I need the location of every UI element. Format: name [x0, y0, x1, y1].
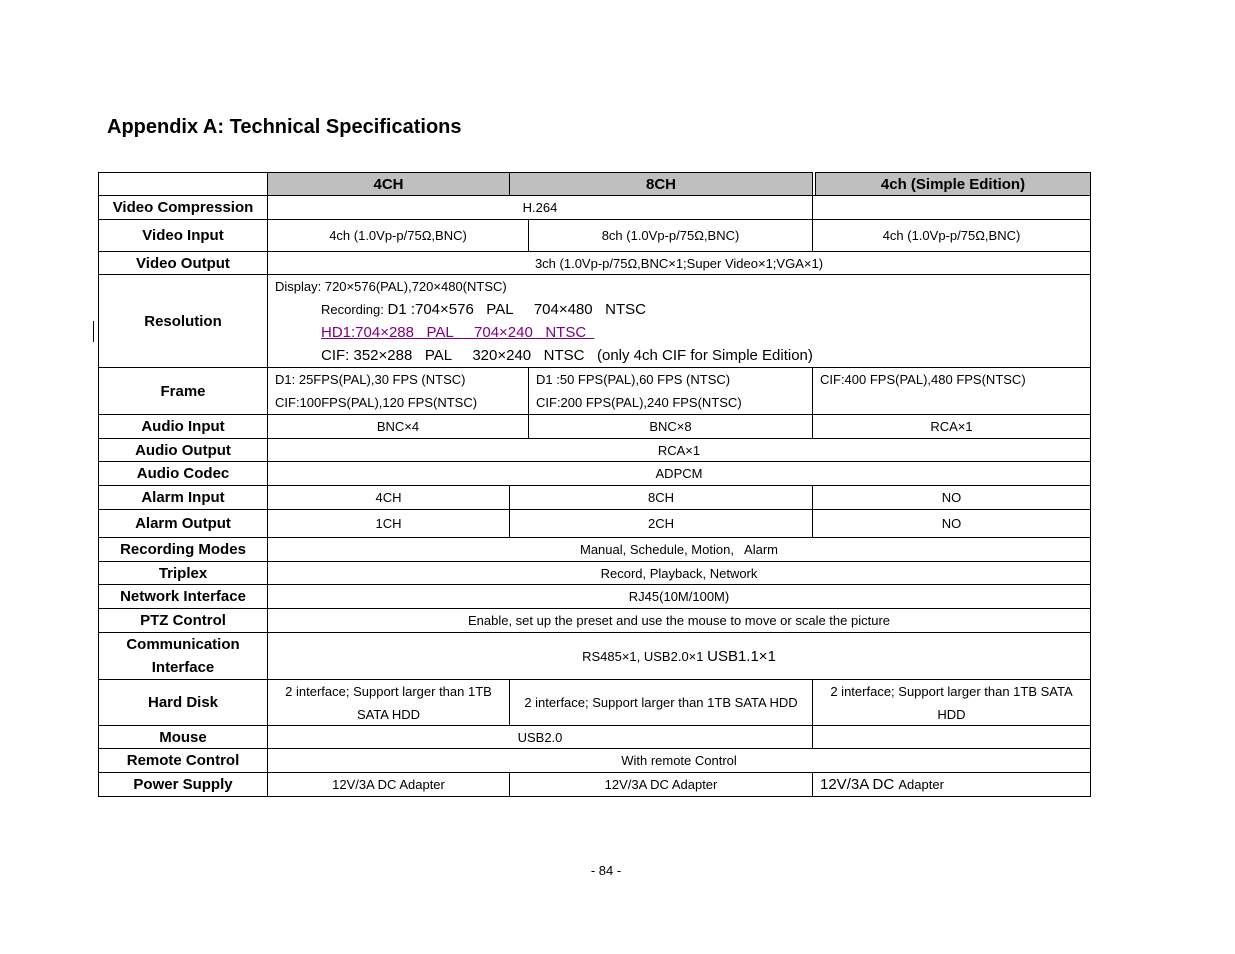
row-label-triplex: Triplex: [98, 561, 268, 585]
triplex-value: Record, Playback, Network: [267, 561, 1091, 585]
row-label-audio-input: Audio Input: [98, 414, 268, 439]
video-input-simple: 4ch (1.0Vp-p/75Ω,BNC): [812, 219, 1091, 252]
frame-8ch-cif: CIF:200 FPS(PAL),240 FPS(NTSC): [536, 395, 742, 410]
row-label-hard-disk: Hard Disk: [98, 679, 268, 726]
row-label-recording-modes: Recording Modes: [98, 537, 268, 562]
communication-label-line2: Interface: [151, 659, 215, 676]
resolution-value: [267, 274, 1091, 368]
header-blank-cell: [98, 172, 268, 196]
video-compression-simple-value: [812, 195, 1091, 220]
row-label-network-interface: Network Interface: [98, 584, 268, 609]
frame-4ch: [267, 367, 529, 415]
row-label-remote-control: Remote Control: [98, 748, 268, 773]
row-label-alarm-input: Alarm Input: [98, 485, 268, 510]
row-label-mouse: Mouse: [98, 725, 268, 749]
header-4ch-simple: 4ch (Simple Edition): [815, 172, 1091, 196]
row-label-power-supply: Power Supply: [98, 772, 268, 797]
power-supply-simple-adapter: Adapter: [898, 777, 944, 792]
hard-disk-4ch-line2: SATA HDD: [356, 706, 421, 722]
header-4ch: 4CH: [267, 172, 510, 196]
row-label-video-input: Video Input: [98, 219, 268, 252]
hard-disk-8ch: 2 interface; Support larger than 1TB SATA HDD: [509, 679, 813, 726]
mouse-simple-value: [812, 725, 1091, 749]
mouse-value: USB2.0: [267, 725, 813, 749]
alarm-output-8ch: 2CH: [509, 509, 813, 538]
hard-disk-simple: [812, 679, 1091, 726]
row-label-resolution: Resolution: [98, 274, 268, 368]
row-label-alarm-output: Alarm Output: [98, 509, 268, 538]
ptz-control-value: Enable, set up the preset and use the mouse to move or scale the picture: [267, 608, 1091, 633]
row-label-audio-output: Audio Output: [98, 438, 268, 462]
resolution-recording-prefix: Recording:: [321, 302, 388, 317]
row-label-audio-codec: Audio Codec: [98, 461, 268, 486]
communication-rs485-usb2: RS485×1, USB2.0×1: [582, 648, 708, 664]
row-label-communication-interface: [98, 632, 268, 680]
resolution-hd1: HD1:704×288 PAL 704×240 NTSC: [321, 324, 595, 341]
hard-disk-4ch-line1: 2 interface; Support larger than 1TB: [285, 683, 492, 699]
frame-4ch-d1: D1: 25FPS(PAL),30 FPS (NTSC): [275, 372, 466, 387]
power-supply-simple-main: 12V/3A DC: [820, 776, 899, 793]
hard-disk-simple-line2: HDD: [937, 706, 966, 722]
alarm-input-8ch: 8CH: [509, 485, 813, 510]
row-label-video-compression: Video Compression: [98, 195, 268, 220]
frame-simple: CIF:400 FPS(PAL),480 FPS(NTSC): [812, 367, 1091, 415]
video-input-4ch: 4ch (1.0Vp-p/75Ω,BNC): [267, 219, 529, 252]
header-8ch: 8CH: [509, 172, 813, 196]
alarm-output-4ch: 1CH: [267, 509, 510, 538]
alarm-input-simple: NO: [812, 485, 1091, 510]
resolution-cif: CIF: 352×288 PAL 320×240 NTSC (only 4ch CIF for Simple Edition): [321, 347, 813, 364]
power-supply-simple: [812, 772, 1091, 797]
recording-modes-value: Manual, Schedule, Motion, Alarm: [267, 537, 1091, 562]
resolution-recording: [275, 298, 646, 321]
communication-usb11: USB1.1×1: [707, 647, 776, 665]
text-cursor-mark: [93, 321, 94, 342]
audio-input-simple: RCA×1: [812, 414, 1091, 439]
power-supply-4ch: 12V/3A DC Adapter: [267, 772, 510, 797]
network-interface-value: RJ45(10M/100M): [267, 584, 1091, 609]
audio-output-value: RCA×1: [267, 438, 1091, 462]
resolution-display: Display: 720×576(PAL),720×480(NTSC): [275, 279, 507, 294]
power-supply-8ch: 12V/3A DC Adapter: [509, 772, 813, 797]
hard-disk-simple-line1: 2 interface; Support larger than 1TB SATA: [830, 683, 1073, 699]
video-compression-value: H.264: [267, 195, 813, 220]
communication-label-line1: Communication: [126, 636, 240, 653]
page-title: Appendix A: Technical Specifications: [107, 116, 462, 138]
row-label-frame: Frame: [98, 367, 268, 415]
frame-8ch-d1: D1 :50 FPS(PAL),60 FPS (NTSC): [536, 372, 731, 387]
video-output-value: 3ch (1.0Vp-p/75Ω,BNC×1;Super Video×1;VGA×1): [267, 251, 1091, 275]
hard-disk-4ch: [267, 679, 510, 726]
remote-control-value: With remote Control: [267, 748, 1091, 773]
page-number: - 84 -: [590, 863, 622, 878]
alarm-input-4ch: 4CH: [267, 485, 510, 510]
audio-input-8ch: BNC×8: [528, 414, 813, 439]
alarm-output-simple: NO: [812, 509, 1091, 538]
audio-input-4ch: BNC×4: [267, 414, 529, 439]
resolution-recording-d1: D1 :704×576 PAL 704×480 NTSC: [387, 301, 646, 318]
frame-8ch: [528, 367, 813, 415]
audio-codec-value: ADPCM: [267, 461, 1091, 486]
video-input-8ch: 8ch (1.0Vp-p/75Ω,BNC): [528, 219, 813, 252]
row-label-ptz-control: PTZ Control: [98, 608, 268, 633]
communication-interface-value: [267, 632, 1091, 680]
row-label-video-output: Video Output: [98, 251, 268, 275]
frame-4ch-cif: CIF:100FPS(PAL),120 FPS(NTSC): [275, 395, 478, 410]
